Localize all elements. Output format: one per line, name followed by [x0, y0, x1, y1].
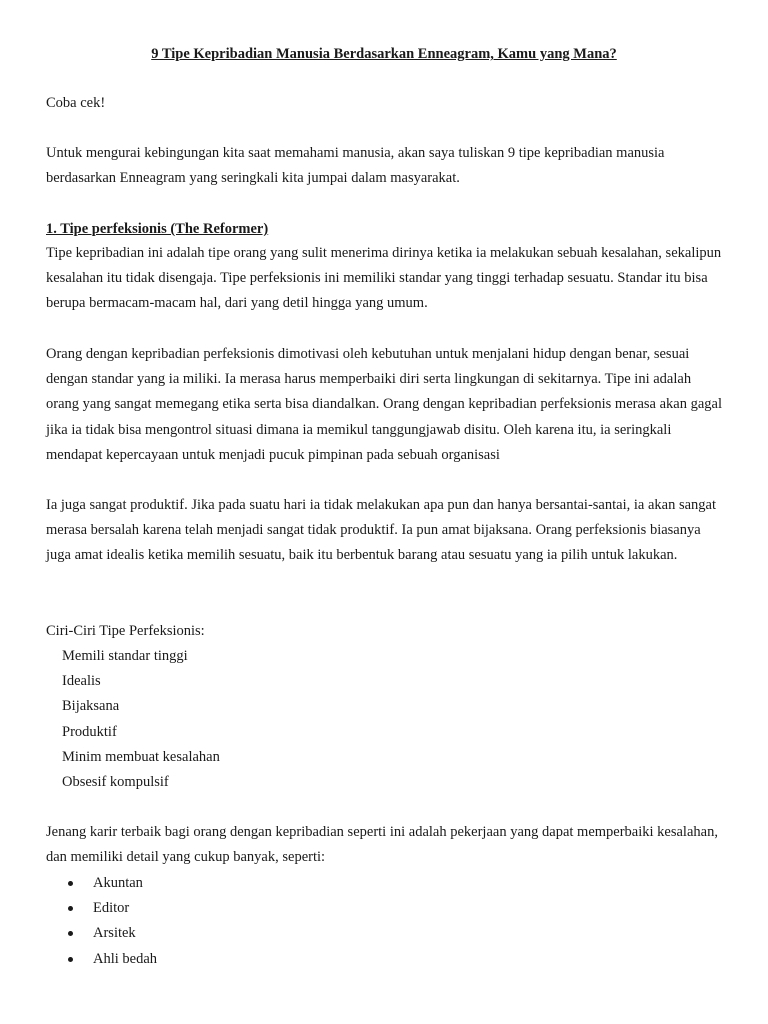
trait-item: Bijaksana — [62, 698, 120, 715]
paragraph-2: Orang dengan kepribadian perfeksionis dimotivasi oleh kebutuhan untuk menjalani hidup dengan benar, sesuai dengan standar yang ia miliki. Ia merasa harus memperbaiki diri serta lingkungan di sekitarnya. Tipe ini adalah orang yang sangat memegang etika serta bisa diandalkan. Orang dengan kepribadian perfeksionis merasa akan gagal jika ia tidak bisa mengontrol situasi dimana ia memikul tanggungjawab disitu. Oleh karena itu, ia seringkali mendapat kepercayaan untuk menjadi pucuk pimpinan pada sebuah organisasi — [46, 346, 723, 463]
trait-item: Idealis — [62, 673, 101, 690]
trait-item: Minim membuat kesalahan — [62, 748, 220, 765]
document-title: 9 Tipe Kepribadian Manusia Berdasarkan Enneagram, Kamu yang Mana? — [151, 46, 617, 62]
intro-paragraph: Untuk mengurai kebingungan kita saat memahami manusia, akan saya tuliskan 9 tipe kepribadian manusia berdasarkan Enneagram yang seringkali kita jumpai dalam masyarakat. — [46, 145, 665, 187]
careers-intro: Jenang karir terbaik bagi orang dengan kepribadian seperti ini adalah pekerjaan yang dapat memperbaiki kesalahan, dan memiliki detail yang cukup banyak, seperti: — [46, 824, 718, 866]
trait-item: Memili standar tinggi — [62, 648, 188, 664]
traits-heading: Ciri-Ciri Tipe Perfeksionis: — [46, 623, 205, 639]
career-item — [68, 871, 157, 896]
career-item — [68, 921, 157, 946]
paragraph-3: Ia juga sangat produktif. Jika pada suatu hari ia tidak melakukan apa pun dan hanya bersantai-santai, ia akan sangat merasa bersalah karena telah menjadi sangat tidak produktif. Ia pun amat bijaksana. Orang perfeksionis biasanya juga amat idealis ketika memilih sesuatu, baik itu berbentuk barang atau sesuatu yang ia pilih untuk lakukan. — [46, 497, 716, 564]
careers-list — [68, 871, 157, 972]
career-item — [68, 896, 157, 921]
intro-line: Coba cek! — [46, 95, 106, 111]
career-label: Akuntan — [93, 875, 143, 891]
bullet-icon — [68, 906, 73, 911]
paragraph-1: Tipe kepribadian ini adalah tipe orang yang sulit menerima dirinya ketika ia melakukan sebuah kesalahan, sekalipun kesalahan itu tidak disengaja. Tipe perfeksionis ini memiliki standar yang tinggi terhadap sesuatu. Standar itu bisa berupa bermacam-macam hal, dari yang detil hingga yang umum. — [46, 245, 722, 312]
career-label: Arsitek — [93, 925, 136, 942]
trait-item: Obsesif kompulsif — [62, 774, 169, 791]
bullet-icon — [68, 957, 73, 962]
career-item — [68, 947, 157, 972]
traits-list — [62, 644, 220, 795]
section-heading: 1. Tipe perfeksionis (The Reformer) — [46, 221, 269, 237]
career-label: Editor — [93, 900, 130, 917]
bullet-icon — [68, 931, 73, 936]
bullet-icon — [68, 881, 73, 886]
trait-item: Produktif — [62, 723, 117, 740]
career-label: Ahli bedah — [93, 950, 158, 967]
